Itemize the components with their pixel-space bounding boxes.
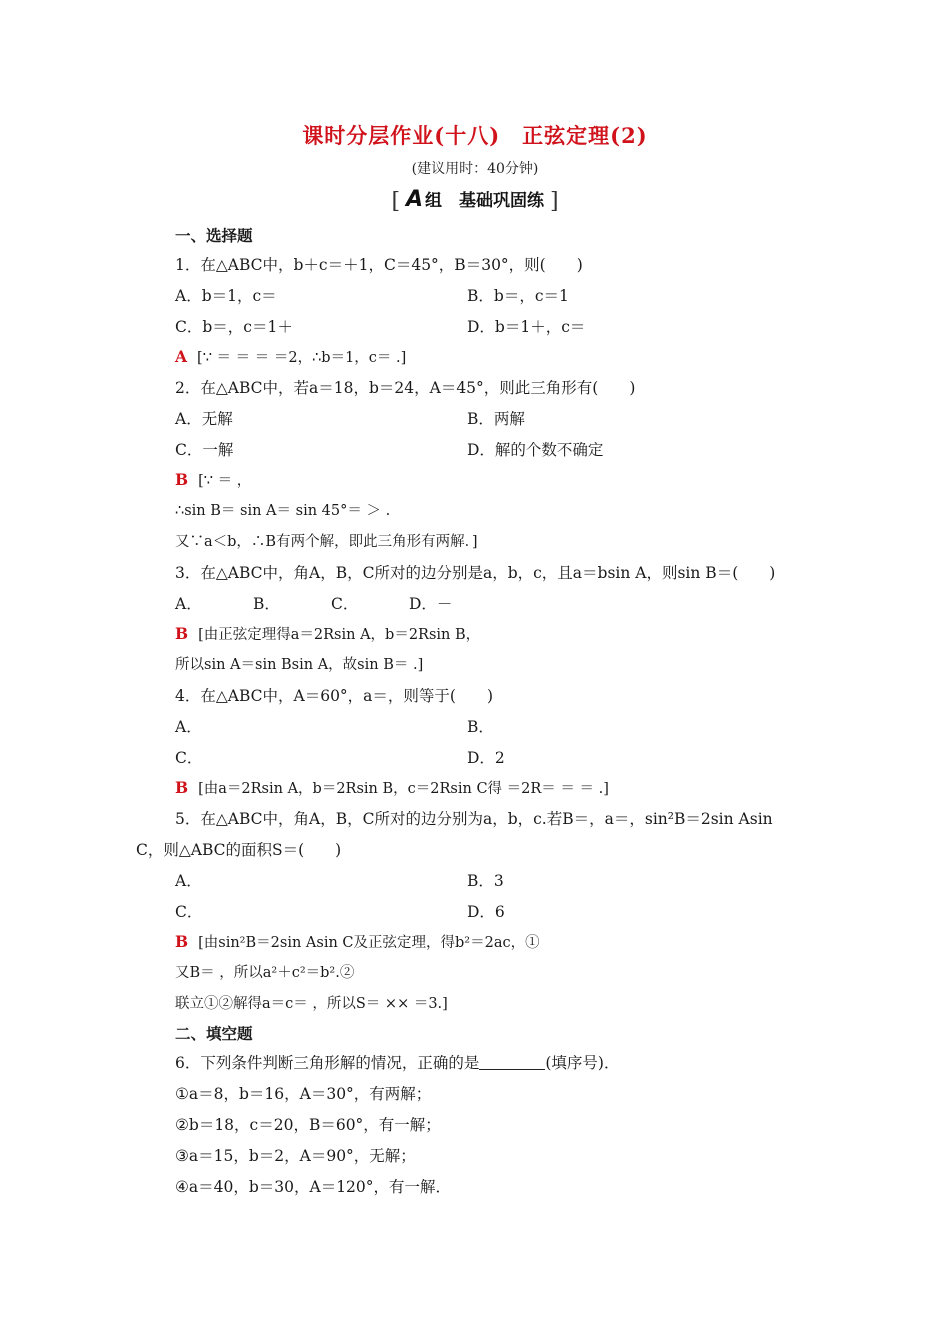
right-bracket: ] [549, 189, 559, 214]
q6-stem-suffix: (填序号)． [545, 1054, 620, 1072]
q1-solution [175, 347, 406, 368]
q4-solution [175, 778, 609, 799]
q1-option-b: B．b＝，c＝1 [467, 287, 569, 305]
q2-option-d: D．解的个数不确定 [467, 441, 604, 459]
q3-answer: B [175, 624, 189, 643]
q3-option-a: A． [175, 595, 202, 613]
q4-stem: 4．在△ABC中，A＝60°，a＝，则等于( ) [175, 687, 494, 705]
q6-stem [175, 1053, 619, 1073]
q4-option-d: D．2 [467, 749, 505, 767]
q2-option-b: B．两解 [467, 410, 525, 428]
q6-item-3: ③a＝15，b＝2，A＝90°，无解； [175, 1147, 416, 1165]
q5-solution [175, 932, 540, 953]
q4-option-c: C． [175, 749, 203, 767]
q5-answer: B [175, 932, 189, 951]
q3-option-c: C． [331, 595, 359, 613]
q4-option-a: A． [175, 718, 202, 736]
q5-stem-line1: 5．在△ABC中，角A，B，C所对的边分别为a，b，c.若B＝，a＝，sin²B＝2sin Asin [175, 810, 773, 828]
left-bracket: [ [391, 189, 401, 214]
q2-solution-line1: [∵ ＝ ， [198, 473, 252, 489]
q4-solution-text: [由a＝2Rsin A，b＝2Rsin B，c＝2Rsin C得 ＝2R＝ ＝ ＝ .] [198, 781, 609, 797]
q6-item-4: ④a＝40，b＝30，A＝120°，有一解． [175, 1178, 452, 1196]
q3-option-b: B． [253, 595, 280, 613]
q1-option-d: D．b＝1＋，c＝ [467, 318, 586, 336]
q5-option-b: B．3 [467, 872, 504, 890]
q2-stem: 2．在△ABC中，若a＝18，b＝24，A＝45°，则此三角形有( ) [175, 379, 636, 397]
q2-solution [175, 470, 251, 491]
q1-option-a: A．b＝1，c＝ [175, 287, 277, 305]
q3-option-d: D．－ [409, 595, 453, 613]
q5-option-d: D．6 [467, 903, 505, 921]
page-title: 课时分层作业(十八) 正弦定理(2) [302, 123, 648, 148]
q2-option-c: C．一解 [175, 441, 234, 459]
q5-stem-line2: C，则△ABC的面积S＝( ) [136, 841, 342, 859]
suggested-time: (建议用时：40分钟) [411, 161, 539, 177]
q3-stem: 3．在△ABC中，角A，B，C所对的边分别是a，b，c，且a＝bsin A，则sin B＝( ) [175, 564, 776, 582]
q6-stem-text: 6．下列条件判断三角形解的情况，正确的是 [175, 1054, 480, 1072]
section-heading-fill: 二、填空题 [175, 1024, 253, 1043]
group-label: 组 基础巩固练 [425, 191, 545, 211]
q3-solution-line1: [由正弦定理得a＝2Rsin A，b＝2Rsin B， [198, 627, 481, 643]
group-letter: A [405, 187, 424, 212]
q6-item-2: ②b＝18，c＝20，B＝60°，有一解； [175, 1116, 441, 1134]
q5-option-a: A． [175, 872, 202, 890]
q5-option-c: C． [175, 903, 203, 921]
q5-solution-line3: 联立①②解得a＝c＝ ，所以S＝ ×× ＝3.] [175, 996, 448, 1012]
q2-solution-line2: ∴sin B＝ sin A＝ sin 45°＝ ＞ . [175, 503, 391, 519]
q3-solution [175, 624, 480, 645]
group-banner [0, 186, 950, 214]
q3-solution-line2: 所以sin A＝sin Bsin A，故sin B＝ .] [175, 657, 424, 673]
q1-stem: 1．在△ABC中，b＋c＝＋1，C＝45°，B＝30°，则( ) [175, 256, 583, 274]
q2-solution-line3: 又∵a＜b，∴B有两个解，即此三角形有两解．] [175, 534, 478, 550]
q6-answer-blank[interactable] [479, 1055, 545, 1070]
q1-solution-text: [∵ ＝ ＝ ＝ ＝2，∴b＝1，c＝ .] [197, 350, 407, 366]
q5-solution-line2: 又B＝ ，所以a²＋c²＝b².② [175, 965, 355, 981]
q1-option-c: C．b＝，c＝1＋ [175, 318, 293, 336]
q2-answer: B [175, 470, 189, 489]
q5-solution-line1: [由sin²B＝2sin Asin C及正弦定理，得b²＝2ac，① [198, 935, 540, 951]
q2-option-a: A．无解 [175, 410, 233, 428]
section-heading-choice: 一、选择题 [175, 226, 253, 245]
q1-answer: A [175, 347, 188, 366]
q4-option-b: B． [467, 718, 494, 736]
q6-item-1: ①a＝8，b＝16，A＝30°，有两解； [175, 1085, 432, 1103]
q4-answer: B [175, 778, 189, 797]
